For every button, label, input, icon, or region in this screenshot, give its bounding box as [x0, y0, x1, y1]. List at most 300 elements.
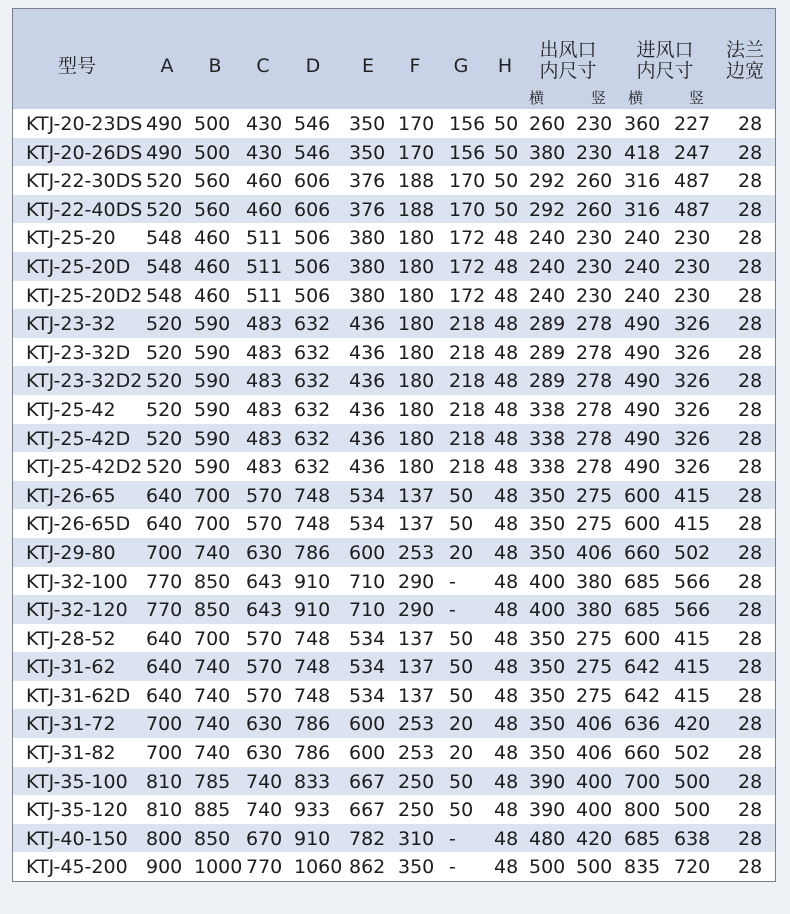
cell-a: 520 — [146, 370, 183, 393]
table-row — [13, 567, 775, 596]
cell-d: 606 — [294, 170, 331, 193]
cell-outlet-h: 338 — [529, 456, 566, 479]
cell-g: 20 — [449, 742, 474, 765]
cell-c: 570 — [246, 656, 283, 679]
cell-outlet-h: 350 — [529, 484, 566, 507]
cell-e: 600 — [349, 742, 386, 765]
cell-a: 640 — [146, 656, 183, 679]
cell-inlet-v: 415 — [674, 484, 711, 507]
cell-inlet-v: 566 — [674, 570, 711, 593]
cell-outlet-v: 278 — [576, 370, 613, 393]
cell-f: 253 — [398, 742, 435, 765]
cell-a: 770 — [146, 599, 183, 622]
cell-inlet-v: 326 — [674, 370, 711, 393]
cell-model: KTJ-35-100 — [26, 770, 128, 793]
cell-inlet-h: 600 — [624, 513, 661, 536]
cell-inlet-h: 490 — [624, 456, 661, 479]
cell-g: 50 — [449, 484, 474, 507]
cell-h: 48 — [494, 255, 519, 278]
cell-h: 50 — [494, 113, 519, 135]
cell-g: - — [449, 599, 456, 622]
cell-e: 534 — [349, 484, 386, 507]
cell-h: 50 — [494, 198, 519, 221]
cell-b: 500 — [194, 141, 231, 164]
cell-inlet-h: 418 — [624, 141, 661, 164]
cell-inlet-h: 316 — [624, 198, 661, 221]
cell-b: 590 — [194, 427, 231, 450]
cell-flange: 28 — [738, 770, 763, 793]
cell-c: 483 — [246, 427, 283, 450]
cell-outlet-v: 278 — [576, 427, 613, 450]
cell-outlet-h: 338 — [529, 398, 566, 421]
table-header — [13, 9, 775, 109]
cell-outlet-v: 500 — [576, 856, 613, 879]
header-inlet: 进风口 内尺寸 — [636, 39, 694, 82]
cell-g: 218 — [449, 341, 486, 364]
cell-g: 218 — [449, 456, 486, 479]
cell-e: 436 — [349, 370, 386, 393]
cell-inlet-h: 490 — [624, 313, 661, 336]
cell-c: 630 — [246, 713, 283, 736]
cell-inlet-v: 487 — [674, 198, 711, 221]
cell-outlet-v: 406 — [576, 713, 613, 736]
cell-e: 862 — [349, 856, 386, 879]
cell-outlet-h: 292 — [529, 198, 566, 221]
cell-g: - — [449, 827, 456, 850]
cell-a: 900 — [146, 856, 183, 879]
cell-a: 548 — [146, 227, 183, 250]
cell-flange: 28 — [738, 570, 763, 593]
cell-inlet-v: 566 — [674, 599, 711, 622]
table-row — [13, 309, 775, 338]
table-row — [13, 281, 775, 310]
cell-e: 534 — [349, 627, 386, 650]
cell-a: 520 — [146, 456, 183, 479]
cell-g: 218 — [449, 370, 486, 393]
cell-inlet-h: 642 — [624, 656, 661, 679]
header-outlet: 出风口 内尺寸 — [539, 39, 597, 82]
spec-table — [12, 8, 776, 882]
cell-g: 170 — [449, 198, 486, 221]
cell-a: 548 — [146, 284, 183, 307]
cell-d: 506 — [294, 284, 331, 307]
table-row — [13, 223, 775, 252]
cell-f: 188 — [398, 198, 435, 221]
cell-c: 483 — [246, 456, 283, 479]
cell-outlet-v: 260 — [576, 170, 613, 193]
header-outlet-horizontal: 横 — [529, 89, 545, 107]
cell-model: KTJ-20-26DS — [26, 141, 143, 164]
cell-a: 700 — [146, 541, 183, 564]
cell-g: 50 — [449, 799, 474, 822]
cell-flange: 28 — [738, 599, 763, 622]
cell-model: KTJ-26-65 — [26, 484, 116, 507]
cell-inlet-v: 415 — [674, 627, 711, 650]
cell-f: 290 — [398, 570, 435, 593]
cell-e: 782 — [349, 827, 386, 850]
cell-inlet-v: 720 — [674, 856, 711, 879]
cell-outlet-h: 350 — [529, 684, 566, 707]
cell-model: KTJ-25-20D — [26, 255, 131, 278]
cell-c: 460 — [246, 198, 283, 221]
cell-e: 534 — [349, 656, 386, 679]
cell-d: 546 — [294, 113, 331, 135]
cell-flange: 28 — [738, 742, 763, 765]
cell-model: KTJ-22-30DS — [26, 170, 143, 193]
cell-e: 436 — [349, 456, 386, 479]
cell-model: KTJ-23-32D2 — [26, 370, 143, 393]
cell-c: 483 — [246, 370, 283, 393]
cell-a: 700 — [146, 742, 183, 765]
cell-c: 430 — [246, 113, 283, 135]
cell-b: 700 — [194, 627, 231, 650]
cell-d: 632 — [294, 370, 331, 393]
cell-b: 590 — [194, 398, 231, 421]
cell-f: 180 — [398, 313, 435, 336]
cell-d: 506 — [294, 255, 331, 278]
header-col-e: E — [361, 55, 374, 77]
cell-flange: 28 — [738, 456, 763, 479]
cell-inlet-v: 415 — [674, 513, 711, 536]
cell-model: KTJ-29-80 — [26, 541, 116, 564]
cell-c: 643 — [246, 570, 283, 593]
cell-c: 740 — [246, 799, 283, 822]
cell-h: 48 — [494, 570, 519, 593]
cell-g: 50 — [449, 684, 474, 707]
table-body — [13, 109, 775, 881]
cell-c: 570 — [246, 484, 283, 507]
cell-outlet-v: 275 — [576, 627, 613, 650]
cell-outlet-v: 230 — [576, 141, 613, 164]
cell-inlet-h: 700 — [624, 770, 661, 793]
cell-b: 590 — [194, 341, 231, 364]
cell-h: 48 — [494, 599, 519, 622]
cell-d: 786 — [294, 541, 331, 564]
cell-h: 48 — [494, 713, 519, 736]
cell-flange: 28 — [738, 513, 763, 536]
cell-outlet-v: 260 — [576, 198, 613, 221]
cell-h: 48 — [494, 484, 519, 507]
cell-model: KTJ-40-150 — [26, 827, 128, 850]
cell-outlet-v: 406 — [576, 541, 613, 564]
header-inlet-horizontal: 横 — [628, 89, 644, 107]
cell-outlet-v: 230 — [576, 255, 613, 278]
cell-a: 800 — [146, 827, 183, 850]
cell-f: 180 — [398, 341, 435, 364]
cell-model: KTJ-25-20 — [26, 227, 116, 250]
cell-f: 253 — [398, 713, 435, 736]
cell-model: KTJ-23-32D — [26, 341, 131, 364]
table-row — [13, 252, 775, 281]
table-row — [13, 767, 775, 796]
cell-c: 483 — [246, 313, 283, 336]
cell-g: 50 — [449, 656, 474, 679]
cell-flange: 28 — [738, 713, 763, 736]
header-col-a: A — [160, 55, 174, 77]
cell-g: 156 — [449, 113, 486, 135]
cell-f: 180 — [398, 456, 435, 479]
cell-inlet-h: 490 — [624, 370, 661, 393]
cell-d: 786 — [294, 713, 331, 736]
cell-f: 137 — [398, 684, 435, 707]
table-row — [13, 681, 775, 710]
cell-c: 511 — [246, 255, 283, 278]
cell-flange: 28 — [738, 198, 763, 221]
cell-g: 50 — [449, 770, 474, 793]
cell-inlet-h: 660 — [624, 541, 661, 564]
table-row — [13, 195, 775, 224]
cell-outlet-h: 400 — [529, 570, 566, 593]
cell-outlet-v: 380 — [576, 599, 613, 622]
cell-d: 632 — [294, 341, 331, 364]
header-col-g: G — [453, 55, 469, 77]
cell-outlet-v: 275 — [576, 684, 613, 707]
cell-inlet-h: 835 — [624, 856, 661, 879]
cell-flange: 28 — [738, 341, 763, 364]
cell-c: 630 — [246, 541, 283, 564]
cell-b: 590 — [194, 370, 231, 393]
cell-f: 188 — [398, 170, 435, 193]
cell-g: 172 — [449, 255, 486, 278]
cell-flange: 28 — [738, 856, 763, 879]
cell-b: 885 — [194, 799, 231, 822]
cell-e: 436 — [349, 341, 386, 364]
cell-b: 850 — [194, 570, 231, 593]
cell-a: 520 — [146, 170, 183, 193]
cell-inlet-v: 326 — [674, 341, 711, 364]
cell-d: 546 — [294, 141, 331, 164]
cell-outlet-v: 230 — [576, 113, 613, 135]
cell-d: 748 — [294, 627, 331, 650]
cell-f: 137 — [398, 656, 435, 679]
table-row — [13, 595, 775, 624]
table-row — [13, 824, 775, 853]
cell-h: 48 — [494, 684, 519, 707]
cell-flange: 28 — [738, 799, 763, 822]
cell-model: KTJ-28-52 — [26, 627, 116, 650]
header-flange: 法兰 边宽 — [725, 39, 764, 82]
cell-flange: 28 — [738, 427, 763, 450]
cell-inlet-v: 326 — [674, 456, 711, 479]
cell-flange: 28 — [738, 627, 763, 650]
cell-f: 137 — [398, 513, 435, 536]
cell-f: 180 — [398, 370, 435, 393]
cell-f: 290 — [398, 599, 435, 622]
cell-e: 534 — [349, 684, 386, 707]
cell-g: - — [449, 570, 456, 593]
cell-outlet-v: 278 — [576, 341, 613, 364]
cell-g: 50 — [449, 627, 474, 650]
cell-f: 250 — [398, 799, 435, 822]
cell-g: 156 — [449, 141, 486, 164]
cell-d: 910 — [294, 599, 331, 622]
cell-b: 850 — [194, 827, 231, 850]
cell-e: 600 — [349, 713, 386, 736]
cell-inlet-v: 502 — [674, 541, 711, 564]
cell-g: 20 — [449, 713, 474, 736]
cell-inlet-v: 230 — [674, 227, 711, 250]
cell-g: 170 — [449, 170, 486, 193]
cell-h: 48 — [494, 856, 519, 879]
cell-c: 483 — [246, 341, 283, 364]
cell-f: 350 — [398, 856, 435, 879]
cell-d: 632 — [294, 398, 331, 421]
cell-inlet-v: 326 — [674, 398, 711, 421]
cell-outlet-h: 350 — [529, 656, 566, 679]
cell-c: 643 — [246, 599, 283, 622]
cell-d: 933 — [294, 799, 331, 822]
cell-h: 48 — [494, 227, 519, 250]
cell-f: 180 — [398, 255, 435, 278]
cell-d: 632 — [294, 456, 331, 479]
cell-a: 810 — [146, 770, 183, 793]
cell-a: 640 — [146, 484, 183, 507]
cell-b: 500 — [194, 113, 231, 135]
cell-inlet-h: 240 — [624, 255, 661, 278]
table-row — [13, 538, 775, 567]
cell-h: 50 — [494, 141, 519, 164]
cell-flange: 28 — [738, 141, 763, 164]
cell-f: 170 — [398, 113, 435, 135]
cell-outlet-h: 350 — [529, 627, 566, 650]
cell-inlet-v: 502 — [674, 742, 711, 765]
cell-inlet-h: 800 — [624, 799, 661, 822]
cell-inlet-v: 326 — [674, 427, 711, 450]
cell-b: 740 — [194, 541, 231, 564]
cell-a: 520 — [146, 198, 183, 221]
cell-e: 667 — [349, 799, 386, 822]
header-col-h: H — [497, 55, 513, 77]
cell-inlet-h: 600 — [624, 484, 661, 507]
cell-e: 436 — [349, 313, 386, 336]
cell-b: 560 — [194, 198, 231, 221]
cell-h: 48 — [494, 627, 519, 650]
cell-c: 511 — [246, 227, 283, 250]
cell-h: 48 — [494, 827, 519, 850]
cell-c: 483 — [246, 398, 283, 421]
cell-inlet-h: 636 — [624, 713, 661, 736]
cell-b: 700 — [194, 484, 231, 507]
cell-model: KTJ-25-20D2 — [26, 284, 143, 307]
cell-model: KTJ-31-62D — [26, 684, 131, 707]
cell-outlet-h: 240 — [529, 255, 566, 278]
cell-a: 490 — [146, 141, 183, 164]
cell-inlet-v: 415 — [674, 656, 711, 679]
cell-inlet-h: 660 — [624, 742, 661, 765]
cell-g: 172 — [449, 284, 486, 307]
cell-inlet-h: 490 — [624, 398, 661, 421]
cell-h: 48 — [494, 770, 519, 793]
header-col-c: C — [256, 55, 270, 77]
cell-flange: 28 — [738, 227, 763, 250]
cell-h: 48 — [494, 313, 519, 336]
cell-g: 218 — [449, 398, 486, 421]
cell-outlet-v: 400 — [576, 799, 613, 822]
cell-f: 180 — [398, 227, 435, 250]
cell-f: 253 — [398, 541, 435, 564]
cell-c: 670 — [246, 827, 283, 850]
cell-flange: 28 — [738, 313, 763, 336]
cell-inlet-v: 500 — [674, 770, 711, 793]
cell-e: 380 — [349, 255, 386, 278]
cell-model: KTJ-31-82 — [26, 742, 116, 765]
cell-inlet-v: 487 — [674, 170, 711, 193]
cell-c: 740 — [246, 770, 283, 793]
cell-c: 770 — [246, 856, 283, 879]
cell-inlet-h: 490 — [624, 341, 661, 364]
table-row — [13, 481, 775, 510]
cell-g: - — [449, 856, 456, 879]
table-row — [13, 652, 775, 681]
cell-outlet-v: 420 — [576, 827, 613, 850]
cell-model: KTJ-23-32 — [26, 313, 116, 336]
cell-outlet-h: 338 — [529, 427, 566, 450]
cell-inlet-h: 685 — [624, 599, 661, 622]
cell-c: 630 — [246, 742, 283, 765]
cell-b: 740 — [194, 713, 231, 736]
cell-d: 1060 — [294, 856, 343, 879]
table-row — [13, 795, 775, 824]
cell-model: KTJ-25-42D2 — [26, 456, 143, 479]
cell-flange: 28 — [738, 255, 763, 278]
cell-d: 632 — [294, 313, 331, 336]
cell-outlet-h: 350 — [529, 513, 566, 536]
cell-outlet-v: 275 — [576, 656, 613, 679]
cell-h: 48 — [494, 742, 519, 765]
cell-inlet-v: 230 — [674, 284, 711, 307]
table-row — [13, 109, 775, 138]
cell-e: 436 — [349, 427, 386, 450]
cell-outlet-h: 380 — [529, 141, 566, 164]
cell-f: 180 — [398, 398, 435, 421]
cell-flange: 28 — [738, 170, 763, 193]
table-row — [13, 452, 775, 481]
cell-outlet-h: 289 — [529, 341, 566, 364]
cell-outlet-h: 292 — [529, 170, 566, 193]
cell-outlet-h: 289 — [529, 370, 566, 393]
table-row — [13, 338, 775, 367]
cell-b: 740 — [194, 742, 231, 765]
cell-inlet-h: 685 — [624, 570, 661, 593]
cell-flange: 28 — [738, 484, 763, 507]
cell-flange: 28 — [738, 541, 763, 564]
cell-b: 1000 — [194, 856, 243, 879]
cell-f: 180 — [398, 427, 435, 450]
table-row — [13, 424, 775, 453]
cell-b: 740 — [194, 656, 231, 679]
header-col-f: F — [409, 55, 421, 77]
cell-h: 48 — [494, 656, 519, 679]
cell-f: 310 — [398, 827, 435, 850]
cell-f: 170 — [398, 141, 435, 164]
cell-d: 786 — [294, 742, 331, 765]
table-row — [13, 138, 775, 167]
cell-model: KTJ-35-120 — [26, 799, 128, 822]
header-col-d: D — [305, 55, 321, 77]
cell-model: KTJ-32-120 — [26, 599, 128, 622]
cell-a: 700 — [146, 713, 183, 736]
cell-model: KTJ-25-42D — [26, 427, 131, 450]
cell-outlet-h: 350 — [529, 742, 566, 765]
cell-h: 48 — [494, 541, 519, 564]
cell-a: 640 — [146, 684, 183, 707]
cell-d: 833 — [294, 770, 331, 793]
cell-inlet-h: 240 — [624, 227, 661, 250]
cell-h: 48 — [494, 799, 519, 822]
cell-a: 520 — [146, 398, 183, 421]
cell-a: 810 — [146, 799, 183, 822]
cell-inlet-v: 415 — [674, 684, 711, 707]
